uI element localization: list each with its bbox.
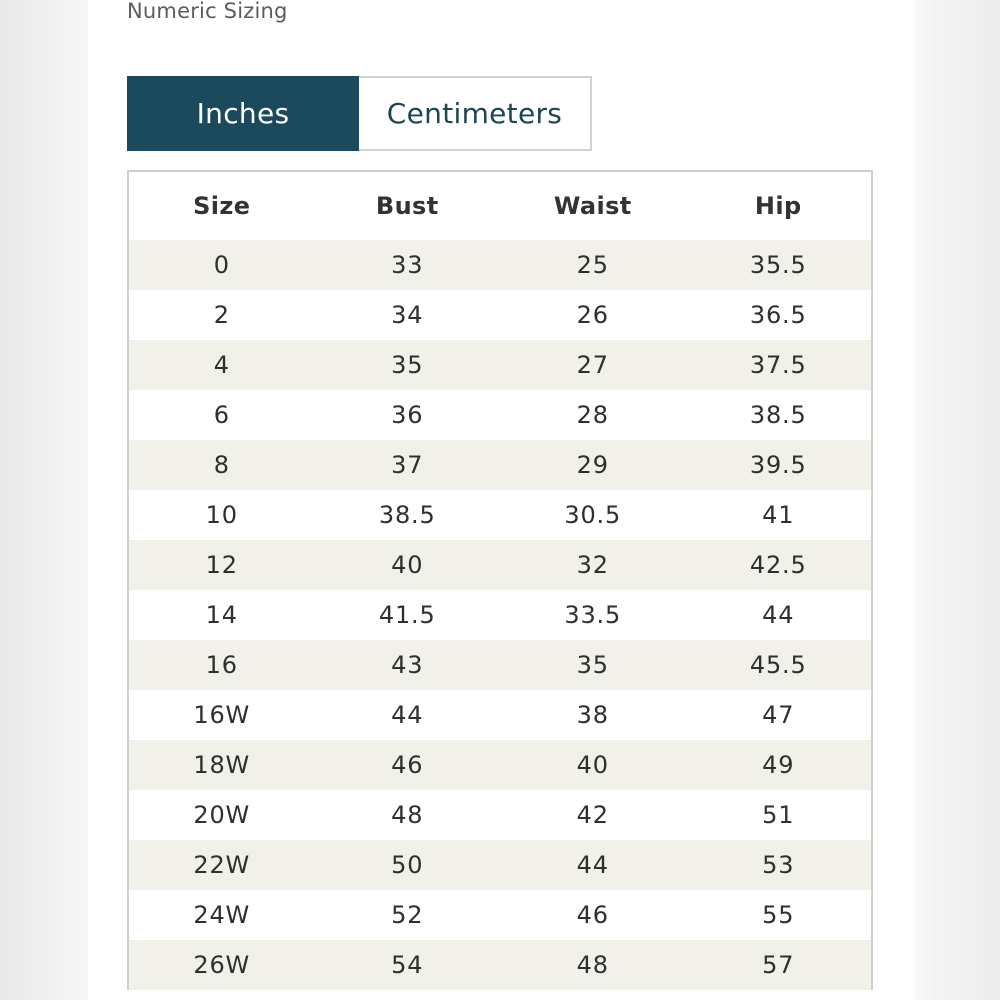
cell-hip: 35.5 (686, 240, 872, 290)
cell-waist: 33.5 (500, 590, 686, 640)
cell-waist: 32 (500, 540, 686, 590)
cell-bust: 37 (315, 440, 501, 490)
cell-hip: 53 (686, 840, 872, 890)
cell-bust: 46 (315, 740, 501, 790)
cell-bust: 41.5 (315, 590, 501, 640)
cell-size: 24W (129, 890, 315, 940)
cell-bust: 33 (315, 240, 501, 290)
cell-waist: 35 (500, 640, 686, 690)
section-title: Numeric Sizing (127, 0, 288, 23)
cell-size: 22W (129, 840, 315, 890)
cell-waist: 26 (500, 290, 686, 340)
cell-waist: 30.5 (500, 490, 686, 540)
inches-tab[interactable]: Inches (127, 76, 359, 151)
cell-hip: 47 (686, 690, 872, 740)
cell-size: 8 (129, 440, 315, 490)
table-row (129, 390, 871, 440)
cell-size: 18W (129, 740, 315, 790)
cell-bust: 40 (315, 540, 501, 590)
cell-size: 14 (129, 590, 315, 640)
unit-toggle (127, 76, 592, 151)
cell-waist: 46 (500, 890, 686, 940)
table-row (129, 240, 871, 290)
cell-size: 10 (129, 490, 315, 540)
table-row (129, 840, 871, 890)
table-header-row (129, 172, 871, 240)
cell-waist: 28 (500, 390, 686, 440)
cell-bust: 50 (315, 840, 501, 890)
right-background (910, 0, 1000, 1000)
header-bust: Bust (375, 192, 439, 220)
cell-waist: 25 (500, 240, 686, 290)
table-row (129, 590, 871, 640)
table-row (129, 340, 871, 390)
cell-hip: 37.5 (686, 340, 872, 390)
cell-bust: 52 (315, 890, 501, 940)
cell-waist: 38 (500, 690, 686, 740)
cell-hip: 41 (686, 490, 872, 540)
cell-waist: 44 (500, 840, 686, 890)
table-row (129, 940, 871, 990)
table-row (129, 890, 871, 940)
cell-bust: 35 (315, 340, 501, 390)
cell-size: 12 (129, 540, 315, 590)
cell-bust: 54 (315, 940, 501, 990)
cell-waist: 29 (500, 440, 686, 490)
cell-waist: 27 (500, 340, 686, 390)
cell-size: 16W (129, 690, 315, 740)
cell-bust: 36 (315, 390, 501, 440)
cell-hip: 49 (686, 740, 872, 790)
table-row (129, 790, 871, 840)
table-row (129, 740, 871, 790)
table-row (129, 490, 871, 540)
cell-bust: 43 (315, 640, 501, 690)
cell-bust: 48 (315, 790, 501, 840)
cell-hip: 38.5 (686, 390, 872, 440)
cell-size: 6 (129, 390, 315, 440)
cell-waist: 42 (500, 790, 686, 840)
cell-size: 4 (129, 340, 315, 390)
cell-hip: 45.5 (686, 640, 872, 690)
cell-hip: 42.5 (686, 540, 872, 590)
table-row (129, 290, 871, 340)
cell-size: 2 (129, 290, 315, 340)
cell-size: 16 (129, 640, 315, 690)
table-row (129, 440, 871, 490)
cell-hip: 39.5 (686, 440, 872, 490)
header-hip: Hip (754, 192, 802, 220)
cell-hip: 55 (686, 890, 872, 940)
cell-hip: 57 (686, 940, 872, 990)
size-chart-table (127, 170, 873, 990)
table-row (129, 690, 871, 740)
cell-hip: 36.5 (686, 290, 872, 340)
header-waist: Waist (553, 192, 632, 220)
cell-bust: 44 (315, 690, 501, 740)
left-background (0, 0, 90, 1000)
cell-waist: 48 (500, 940, 686, 990)
cell-size: 0 (129, 240, 315, 290)
table-row (129, 640, 871, 690)
cell-size: 26W (129, 940, 315, 990)
cell-bust: 38.5 (315, 490, 501, 540)
cell-hip: 44 (686, 590, 872, 640)
table-row (129, 540, 871, 590)
cell-hip: 51 (686, 790, 872, 840)
cell-size: 20W (129, 790, 315, 840)
centimeters-tab[interactable]: Centimeters (359, 76, 592, 151)
cell-waist: 40 (500, 740, 686, 790)
header-size: Size (193, 192, 251, 220)
cell-bust: 34 (315, 290, 501, 340)
